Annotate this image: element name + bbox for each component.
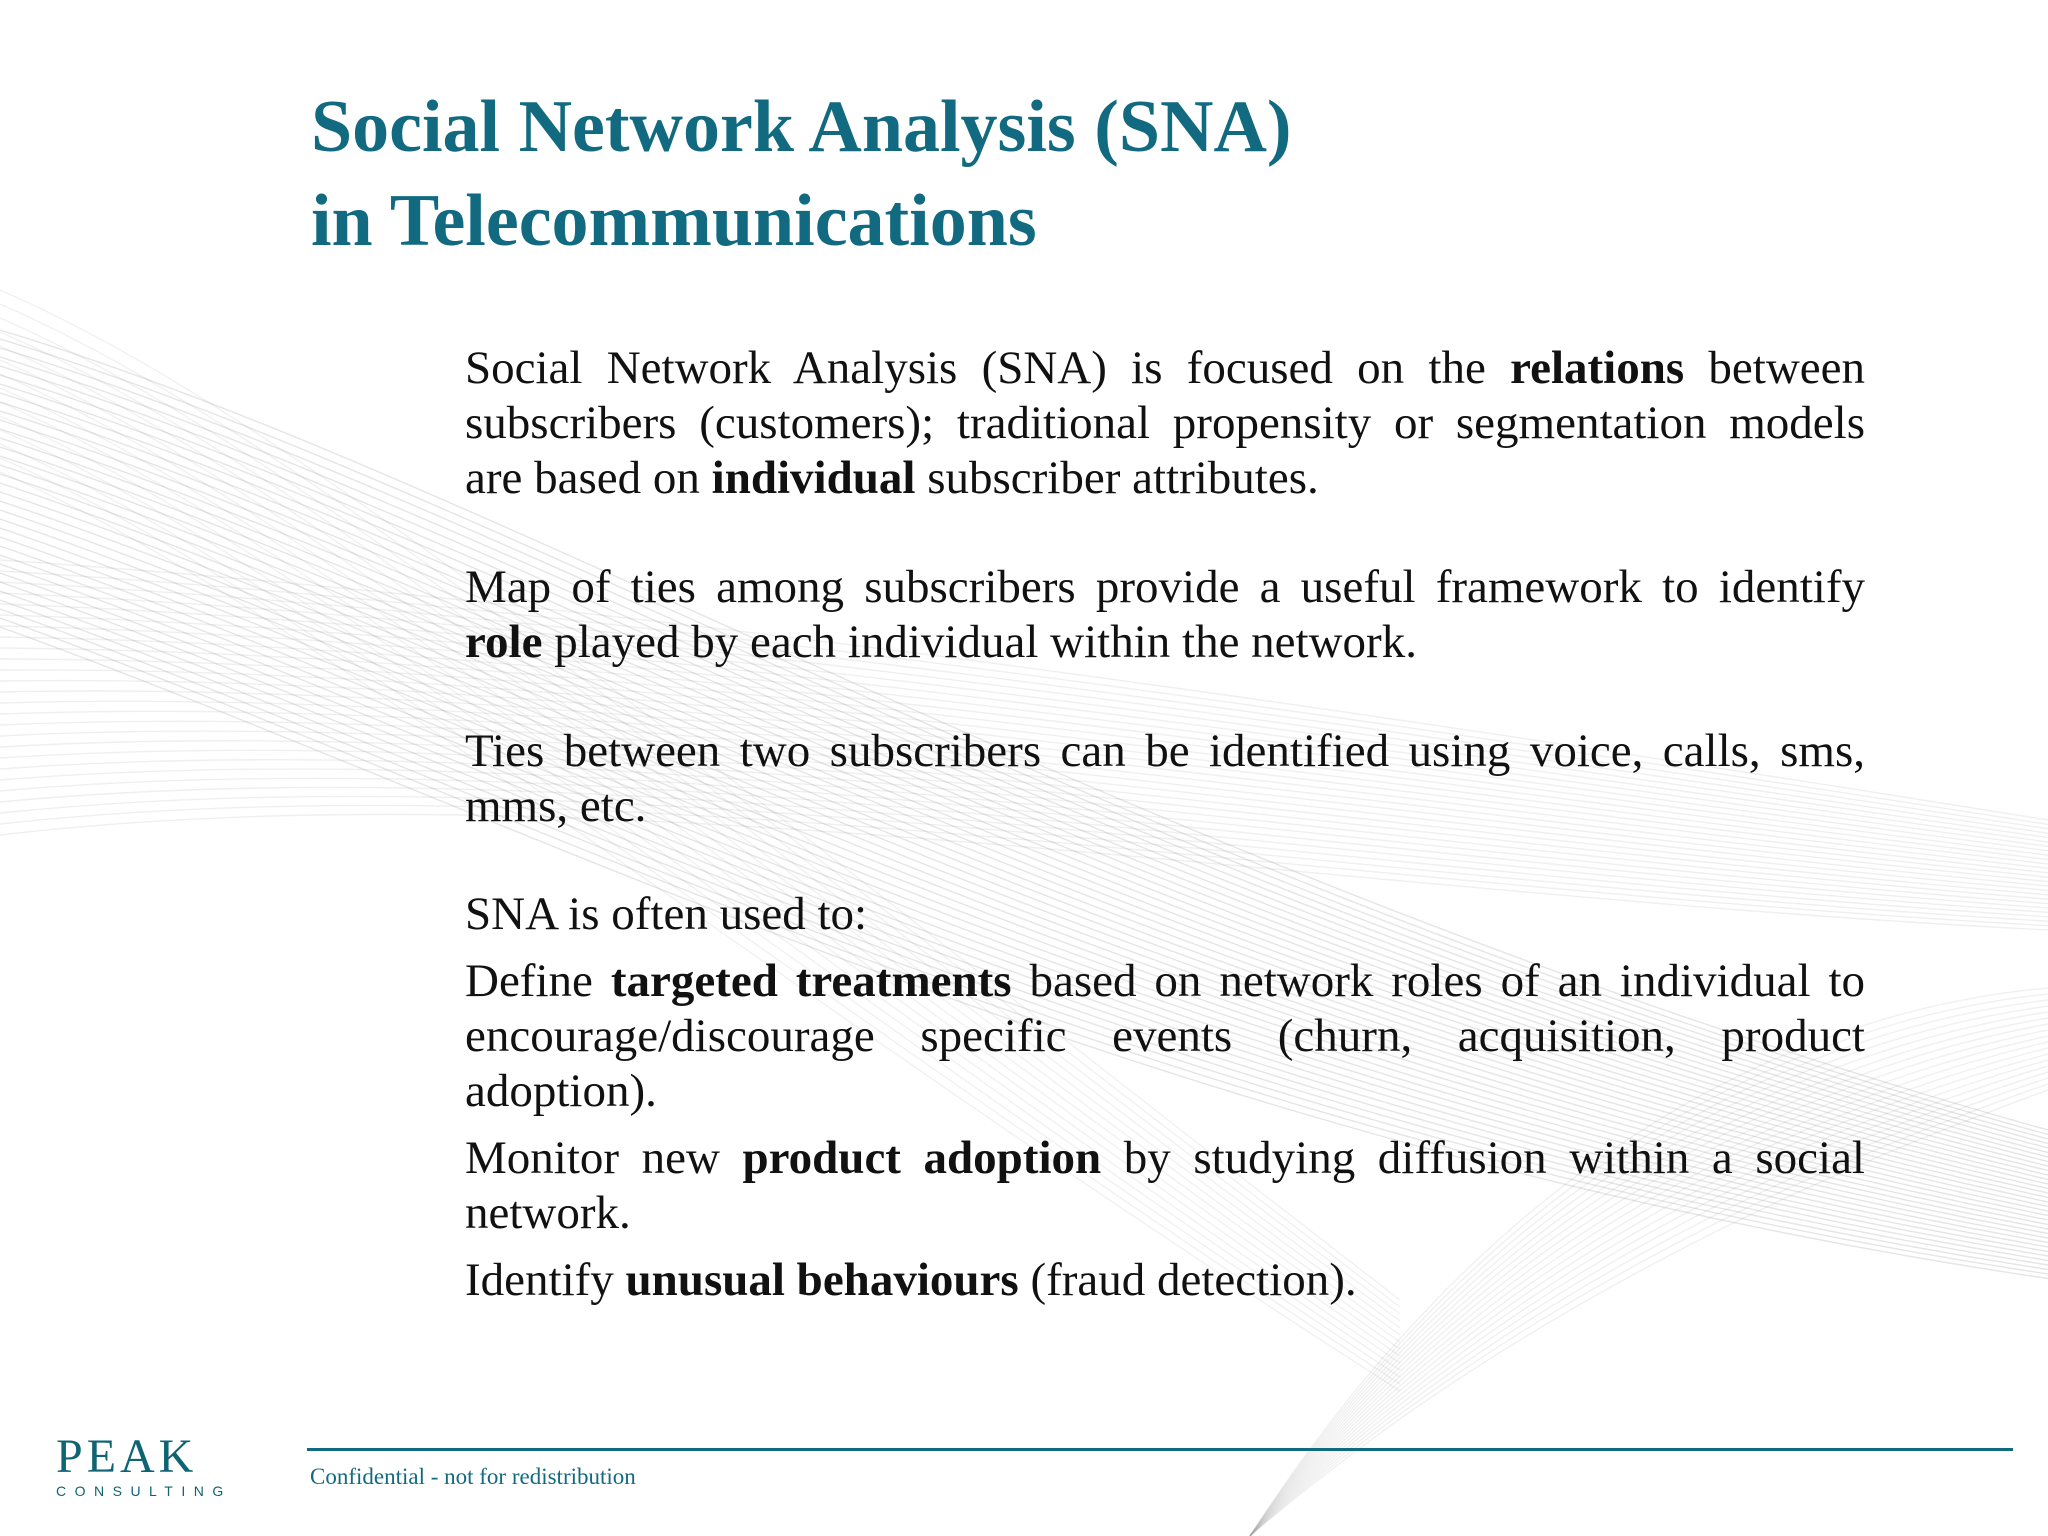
slide-title <box>311 80 1811 268</box>
footer-divider <box>307 1448 2013 1451</box>
text-run: Map of ties among subscribers provide a useful framework to identify <box>465 561 1865 613</box>
emphasis-role: role <box>465 616 543 668</box>
text-run: played by each individual within the network. <box>542 616 1417 668</box>
text-run: Social Network Analysis (SNA) is focused on the <box>465 342 1511 394</box>
emphasis-unusual-behaviours: unusual behaviours <box>625 1254 1019 1306</box>
emphasis-individual: individual <box>711 452 916 504</box>
text-run: based on network roles of an individual to encourage/discourage specific events (churn, acquisition, product adoption). <box>465 955 1866 1117</box>
title-line-2: in Telecommunications <box>311 180 1037 262</box>
text-run: SNA is often used to: <box>465 888 868 940</box>
use-item-product-adoption <box>465 1131 1865 1241</box>
title-line-1: Social Network Analysis (SNA) <box>311 86 1292 168</box>
emphasis-relations: relations <box>1510 342 1685 394</box>
use-item-targeted-treatments <box>465 954 1865 1119</box>
text-run: Ties between two subscribers can be identified using voice, calls, sms, mms, etc. <box>465 725 1865 832</box>
text-run: by studying diffusion within a social network. <box>465 1132 1865 1239</box>
emphasis-product-adoption: product adoption <box>742 1132 1102 1184</box>
paragraph-ties-sources <box>465 724 1865 834</box>
text-run: Define <box>465 955 611 1007</box>
paragraph-map-of-ties <box>465 560 1865 670</box>
slide-body <box>465 341 1865 1308</box>
logo-tagline: CONSULTING <box>56 1483 232 1499</box>
footer-confidential-note: Confidential - not for redistribution <box>310 1464 636 1489</box>
paragraph-relations <box>465 341 1865 506</box>
text-run: (fraud detection). <box>1018 1254 1357 1306</box>
peak-consulting-logo <box>56 1430 236 1503</box>
text-run: between subscribers (customers); traditional propensity or segmentation models are based on <box>465 342 1865 504</box>
use-item-unusual-behaviours <box>465 1253 1865 1308</box>
paragraph-uses-intro <box>465 887 1865 942</box>
text-run: subscriber attributes. <box>915 452 1319 504</box>
emphasis-targeted-treatments: targeted treatments <box>610 955 1012 1007</box>
text-run: Monitor new <box>465 1132 743 1184</box>
logo-name: PEAK <box>56 1430 198 1483</box>
text-run: Identify <box>465 1254 626 1306</box>
